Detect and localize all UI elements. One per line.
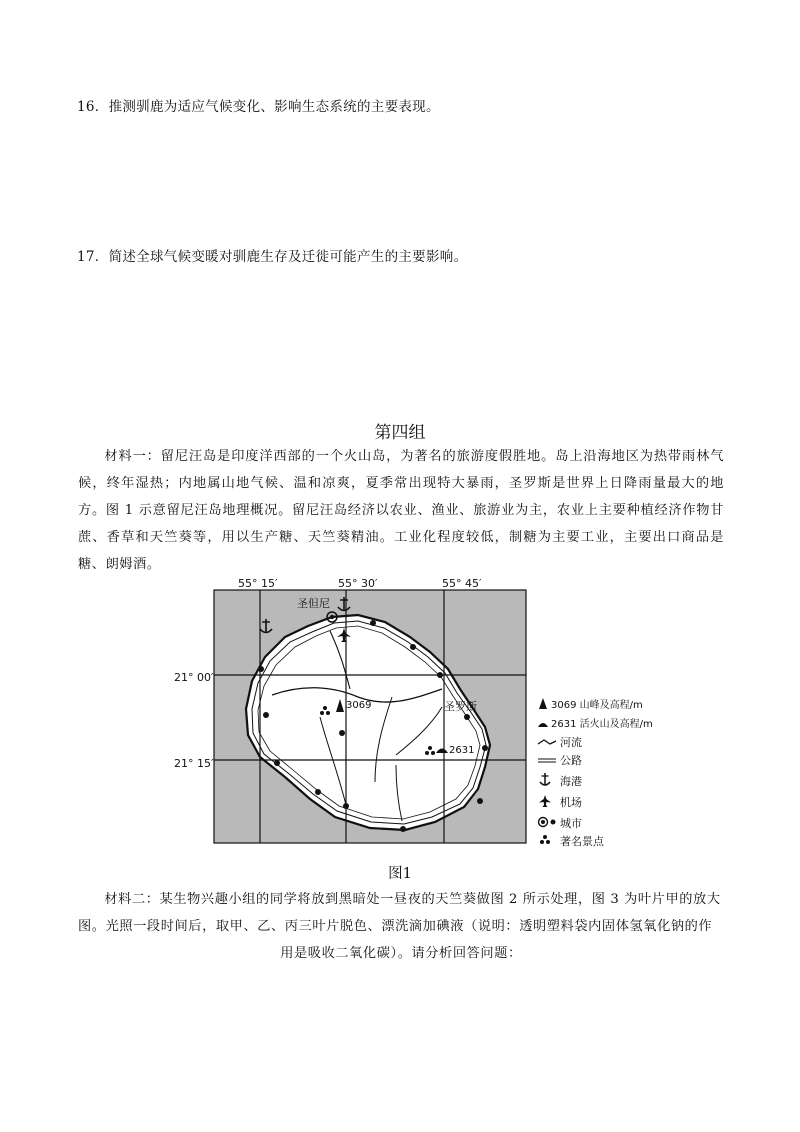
city-dot [477, 798, 483, 804]
city-dot [258, 666, 264, 672]
city-dot [339, 730, 345, 736]
harbor-icon [540, 773, 550, 785]
city-dot [482, 745, 488, 751]
material-one-text: 材料一：留尼汪岛是印度洋西部的一个火山岛，为著名的旅游度假胜地。岛上沿海地区为热带雨林气候，终年湿热；内地属山地气候、温和凉爽，夏季常出现特大暴雨，圣罗斯是世界上日降雨量最大的地方。图 1 示意留尼汪岛地理概况。留尼汪岛经济以农业、渔业、旅游业为主，农业上主要种植经济作物甘蔗、香草和天竺葵等，用以生产糖、天竺葵精油。工业化程度较低，制糖为主要工业，主要出口商品是糖、朗姆酒。 [78, 449, 724, 572]
legend-label: 3069 山峰及高程/m [551, 700, 643, 711]
legend-label: 2631 活火山及高程/m [551, 719, 653, 730]
material-one [78, 443, 724, 578]
material-two [78, 886, 724, 967]
volcano-icon [538, 723, 548, 727]
legend-item-road [538, 754, 582, 767]
city-dot [274, 760, 280, 766]
scenic-spot-icon [540, 835, 550, 844]
river-icon [538, 740, 556, 744]
city-dot [343, 803, 349, 809]
peak-icon [539, 698, 547, 709]
label-saint-denis: 圣但尼 [297, 597, 330, 610]
city-dot [263, 712, 269, 718]
lat-label-1: 21° 00′ [174, 671, 214, 684]
lat-label-2: 21° 15′ [174, 757, 214, 770]
material-two-line-3: 用是吸收二氧化碳）。请分析回答问题： [280, 946, 522, 961]
material-two-line-1: 材料二：某生物兴趣小组的同学将放到黑暗处一昼夜的天竺葵做图 2 所示处理，图 3 为叶片甲的放大 [104, 892, 721, 907]
peak-elevation: 3069 [346, 700, 372, 711]
legend-label: 著名景点 [560, 835, 604, 848]
lon-label-3: 55° 45′ [442, 577, 482, 590]
legend-item-volcano [538, 717, 653, 730]
legend-item-harbor [540, 773, 582, 788]
legend-item-scenic [540, 834, 605, 848]
legend-label: 海港 [560, 775, 582, 788]
city-dot [464, 714, 470, 720]
city-dot [315, 789, 321, 795]
figure-caption: 图1 [388, 866, 412, 882]
city-dot [370, 620, 376, 626]
legend-label: 城市 [560, 817, 582, 830]
legend [538, 698, 653, 848]
city-dot [400, 826, 406, 832]
city-icon [539, 818, 556, 827]
question-17: 17．简述全球气候变暖对驯鹿生存及迁徙可能产生的主要影响。 [77, 249, 468, 265]
legend-item-peak [539, 698, 643, 711]
city-dot [437, 672, 443, 678]
reunion-map [160, 577, 653, 852]
city-saint-denis-dot [330, 615, 334, 619]
lon-label-2: 55° 30′ [338, 577, 378, 590]
label-saint-rose: 圣罗斯 [444, 700, 477, 713]
lon-label-1: 55° 15′ [238, 577, 278, 590]
legend-item-city [539, 817, 583, 830]
legend-item-river [538, 735, 582, 749]
volcano-elevation: 2631 [449, 745, 475, 756]
material-two-line-2: 图。光照一段时间后，取甲、乙、丙三叶片脱色、漂洗滴加碘液（说明：透明塑料袋内固体氢氧化钠的作 [78, 919, 713, 934]
city-dot [410, 644, 416, 650]
group-title: 第四组 [374, 423, 426, 443]
legend-item-airport [539, 795, 582, 809]
question-16: 16．推测驯鹿为适应气候变化、影响生态系统的主要表现。 [77, 99, 440, 115]
airport-icon [539, 795, 551, 807]
legend-label: 河流 [560, 736, 582, 749]
legend-label: 机场 [560, 796, 582, 809]
legend-label: 公路 [560, 754, 582, 767]
